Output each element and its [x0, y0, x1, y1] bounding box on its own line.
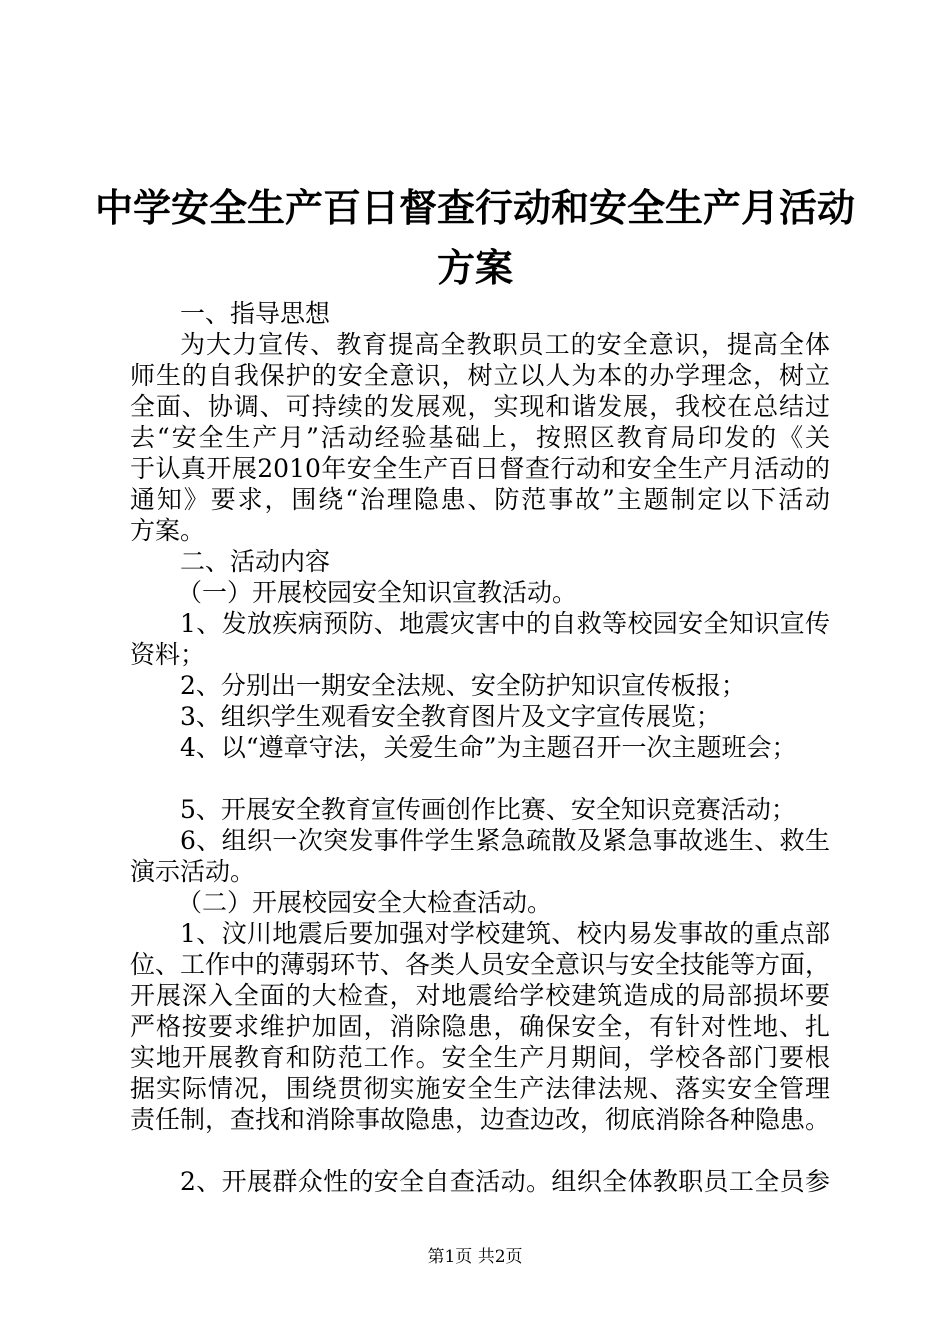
paragraph-line: 为大力宣传、教育提高全教职员工的安全意识，提高全体: [180, 330, 830, 359]
page-number-footer: 第1页 共2页: [427, 1247, 523, 1267]
paragraph-line: 据实际情况，围绕贯彻实施安全生产法律法规、落实安全管理: [130, 1074, 830, 1103]
subsection-heading: （一）开展校园安全知识宣教活动。: [177, 578, 578, 607]
paragraph-line: 去“安全生产月”活动经验基础上，按照区教育局印发的《关: [130, 423, 830, 452]
document-title-line-2: 方案: [436, 246, 513, 290]
list-item-line: 资料；: [130, 640, 206, 669]
paragraph-line: 位、工作中的薄弱环节、各类人员安全意识与安全技能等方面，: [130, 950, 831, 979]
document-title-line-1: 中学安全生产百日督查行动和安全生产月活动: [94, 186, 855, 230]
list-item-line: 3、组织学生观看安全教育图片及文字宣传展览；: [180, 702, 721, 731]
paragraph-line: 师生的自我保护的安全意识，树立以人为本的办学理念，树立: [130, 361, 830, 390]
section-heading: 一、指导思想: [180, 299, 331, 328]
paragraph-line: 责任制，查找和消除事故隐患，边查边改，彻底消除各种隐患。: [130, 1105, 831, 1134]
list-item-line: 1、发放疾病预防、地震灾害中的自救等校园安全知识宣传: [180, 609, 830, 638]
paragraph-line: 1、汶川地震后要加强对学校建筑、校内易发事故的重点部: [180, 919, 830, 948]
paragraph-line: 方案。: [130, 516, 206, 545]
paragraph-line: 通知》要求，围绕“治理隐患、防范事故”主题制定以下活动: [130, 485, 830, 514]
paragraph-line: 全面、协调、可持续的发展观，实现和谐发展，我校在总结过: [130, 392, 830, 421]
paragraph-line: 2、开展群众性的安全自查活动。组织全体教职员工全员参: [180, 1167, 830, 1196]
paragraph-line: 严格按要求维护加固，消除隐患，确保安全，有针对性地、扎: [130, 1012, 830, 1041]
paragraph-line: 于认真开展2010年安全生产百日督查行动和安全生产月活动的: [130, 454, 830, 483]
list-item-line: 6、组织一次突发事件学生紧急疏散及紧急事故逃生、救生: [180, 826, 830, 855]
list-item-line: 4、以“遵章守法，关爱生命”为主题召开一次主题班会；: [180, 733, 797, 762]
list-item-line: 演示活动。: [130, 857, 256, 886]
list-item-line: 5、开展安全教育宣传画创作比赛、安全知识竞赛活动；: [180, 795, 796, 824]
subsection-heading: （二）开展校园安全大检查活动。: [177, 888, 553, 917]
list-item-line: 2、分别出一期安全法规、安全防护知识宣传板报；: [180, 671, 746, 700]
paragraph-line: 开展深入全面的大检查，对地震给学校建筑造成的局部损坏要: [130, 981, 830, 1010]
section-heading: 二、活动内容: [180, 547, 331, 576]
paragraph-line: 实地开展教育和防范工作。安全生产月期间，学校各部门要根: [130, 1043, 830, 1072]
